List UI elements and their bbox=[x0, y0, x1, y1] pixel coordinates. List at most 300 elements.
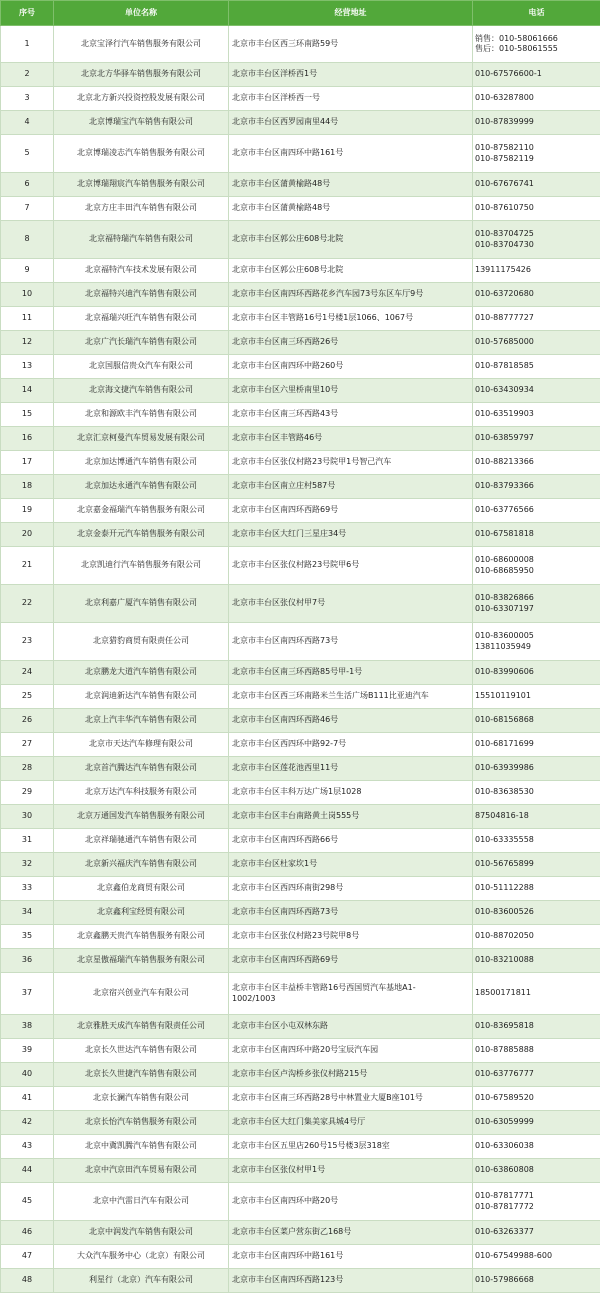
company-name: 北京中汽京田汽车贸易有限公司 bbox=[54, 1159, 229, 1183]
phone-number: 13811035949 bbox=[475, 642, 600, 652]
business-address bbox=[229, 623, 473, 661]
address-line: 北京市丰台区南四环中路260号 bbox=[232, 361, 472, 371]
row-index: 3 bbox=[1, 87, 54, 111]
business-address bbox=[229, 925, 473, 949]
phone-number: 010-83638530 bbox=[475, 787, 600, 797]
phone bbox=[473, 1063, 600, 1087]
table-row bbox=[1, 1015, 600, 1039]
business-address bbox=[229, 1245, 473, 1269]
phone bbox=[473, 1269, 600, 1293]
row-index: 20 bbox=[1, 523, 54, 547]
table-row bbox=[1, 973, 600, 1015]
row-index: 18 bbox=[1, 475, 54, 499]
phone-number: 010-83793366 bbox=[475, 481, 600, 491]
table-header bbox=[1, 1, 600, 26]
business-address bbox=[229, 685, 473, 709]
phone bbox=[473, 197, 600, 221]
company-name: 北京润迪新达汽车销售有限公司 bbox=[54, 685, 229, 709]
business-address bbox=[229, 283, 473, 307]
table-row bbox=[1, 379, 600, 403]
table-row bbox=[1, 1159, 600, 1183]
phone-number: 010-68156868 bbox=[475, 715, 600, 725]
address-line: 北京市丰台区大红门集美家具城4号厅 bbox=[232, 1117, 472, 1127]
phone bbox=[473, 63, 600, 87]
company-name: 利星行（北京）汽车有限公司 bbox=[54, 1269, 229, 1293]
phone bbox=[473, 26, 600, 63]
phone bbox=[473, 685, 600, 709]
company-name: 北京和源欧丰汽车销售有限公司 bbox=[54, 403, 229, 427]
table-body bbox=[1, 26, 600, 1293]
address-line: 北京市丰台区蒲黄榆路48号 bbox=[232, 203, 472, 213]
table-row bbox=[1, 197, 600, 221]
business-address bbox=[229, 197, 473, 221]
table-row bbox=[1, 949, 600, 973]
address-line: 北京市丰台区六里桥南里10号 bbox=[232, 385, 472, 395]
business-address bbox=[229, 135, 473, 173]
company-name: 北京中汽雷日汽车有限公司 bbox=[54, 1183, 229, 1221]
business-address bbox=[229, 585, 473, 623]
address-line: 北京市丰台区莲花池西里11号 bbox=[232, 763, 472, 773]
phone bbox=[473, 1087, 600, 1111]
company-name: 北京金泰开元汽车销售服务有限公司 bbox=[54, 523, 229, 547]
business-address bbox=[229, 709, 473, 733]
phone bbox=[473, 173, 600, 197]
phone-number: 010-63776566 bbox=[475, 505, 600, 515]
company-name: 北京海文捷汽车销售有限公司 bbox=[54, 379, 229, 403]
row-index: 7 bbox=[1, 197, 54, 221]
table-row bbox=[1, 403, 600, 427]
table-row bbox=[1, 901, 600, 925]
business-address bbox=[229, 1039, 473, 1063]
address-line: 北京市丰台区南四环中路161号 bbox=[232, 148, 472, 158]
company-name: 北京博瑞凌志汽车销售服务有限公司 bbox=[54, 135, 229, 173]
address-line: 北京市丰台区张仪村路23号院甲8号 bbox=[232, 931, 472, 941]
business-address bbox=[229, 87, 473, 111]
business-address bbox=[229, 853, 473, 877]
business-address bbox=[229, 1087, 473, 1111]
address-line: 北京市丰台区张仪村路23号院甲6号 bbox=[232, 560, 472, 570]
company-name: 北京福特瑞汽车销售有限公司 bbox=[54, 221, 229, 259]
phone-number: 010-63306038 bbox=[475, 1141, 600, 1151]
table-row bbox=[1, 259, 600, 283]
company-name: 北京方庄丰田汽车销售有限公司 bbox=[54, 197, 229, 221]
company-name: 北京博瑞翔宸汽车销售服务有限公司 bbox=[54, 173, 229, 197]
business-address bbox=[229, 307, 473, 331]
phone-number: 010-87582119 bbox=[475, 154, 600, 164]
row-index: 23 bbox=[1, 623, 54, 661]
business-address bbox=[229, 805, 473, 829]
address-line: 北京市丰台区南四环中路161号 bbox=[232, 1251, 472, 1261]
company-name: 北京福特兴迪汽车销售有限公司 bbox=[54, 283, 229, 307]
row-index: 34 bbox=[1, 901, 54, 925]
business-address bbox=[229, 259, 473, 283]
company-name: 北京鑫鹏天贵汽车销售服务有限公司 bbox=[54, 925, 229, 949]
phone bbox=[473, 87, 600, 111]
phone bbox=[473, 949, 600, 973]
row-index: 24 bbox=[1, 661, 54, 685]
company-name: 北京加达博通汽车销售有限公司 bbox=[54, 451, 229, 475]
row-index: 4 bbox=[1, 111, 54, 135]
row-index: 15 bbox=[1, 403, 54, 427]
company-name: 北京宝泽行汽车销售服务有限公司 bbox=[54, 26, 229, 63]
phone bbox=[473, 499, 600, 523]
phone bbox=[473, 623, 600, 661]
table-row bbox=[1, 307, 600, 331]
address-line: 北京市丰台区南立庄村587号 bbox=[232, 481, 472, 491]
phone bbox=[473, 547, 600, 585]
company-name: 北京广汽长瑞汽车销售有限公司 bbox=[54, 331, 229, 355]
address-line: 北京市丰台区张仪村甲7号 bbox=[232, 598, 472, 608]
row-index: 30 bbox=[1, 805, 54, 829]
company-name: 北京长澜汽车销售有限公司 bbox=[54, 1087, 229, 1111]
address-line: 北京市丰台区南四环西路73号 bbox=[232, 636, 472, 646]
row-index: 42 bbox=[1, 1111, 54, 1135]
phone-number: 010-88777727 bbox=[475, 313, 600, 323]
address-line: 北京市丰台区卢沟桥乡张仪村路215号 bbox=[232, 1069, 472, 1079]
row-index: 11 bbox=[1, 307, 54, 331]
table-row bbox=[1, 661, 600, 685]
business-address bbox=[229, 901, 473, 925]
business-address bbox=[229, 1159, 473, 1183]
business-address bbox=[229, 781, 473, 805]
address-line: 北京市丰台区菜户营东街乙168号 bbox=[232, 1227, 472, 1237]
company-name: 北京市天达汽车修理有限公司 bbox=[54, 733, 229, 757]
address-line: 北京市丰台区南四环中路20号宝辰汽车园 bbox=[232, 1045, 472, 1055]
phone-number: 010-57986668 bbox=[475, 1275, 600, 1285]
company-name: 北京国服信贵众汽车有限公司 bbox=[54, 355, 229, 379]
row-index: 10 bbox=[1, 283, 54, 307]
business-address bbox=[229, 733, 473, 757]
company-name: 北京星傲福瑞汽车销售服务有限公司 bbox=[54, 949, 229, 973]
row-index: 22 bbox=[1, 585, 54, 623]
table-row bbox=[1, 685, 600, 709]
phone bbox=[473, 1159, 600, 1183]
phone-number: 010-67549988-600 bbox=[475, 1251, 600, 1261]
phone-number: 010-63307197 bbox=[475, 604, 600, 614]
table-row bbox=[1, 499, 600, 523]
phone-number: 010-83704725 bbox=[475, 229, 600, 239]
row-index: 6 bbox=[1, 173, 54, 197]
phone bbox=[473, 403, 600, 427]
row-index: 26 bbox=[1, 709, 54, 733]
table-row bbox=[1, 523, 600, 547]
table-row bbox=[1, 1183, 600, 1221]
business-address bbox=[229, 1221, 473, 1245]
address-line: 北京市丰台区丰科万达广场1层1028 bbox=[232, 787, 472, 797]
company-name: 北京北方华驿车销售服务有限公司 bbox=[54, 63, 229, 87]
phone-number: 010-63287800 bbox=[475, 93, 600, 103]
row-index: 27 bbox=[1, 733, 54, 757]
phone bbox=[473, 781, 600, 805]
company-name: 北京万通国发汽车销售服务有限公司 bbox=[54, 805, 229, 829]
phone-number: 010-63430934 bbox=[475, 385, 600, 395]
company-name: 大众汽车服务中心（北京）有限公司 bbox=[54, 1245, 229, 1269]
table-row bbox=[1, 853, 600, 877]
address-line: 北京市丰台区蒲黄榆路48号 bbox=[232, 179, 472, 189]
business-address bbox=[229, 221, 473, 259]
business-address bbox=[229, 427, 473, 451]
phone bbox=[473, 221, 600, 259]
company-name: 北京中润发汽车销售有限公司 bbox=[54, 1221, 229, 1245]
address-line: 北京市丰台区张仪村甲1号 bbox=[232, 1165, 472, 1175]
row-index: 12 bbox=[1, 331, 54, 355]
phone-number: 010-67589520 bbox=[475, 1093, 600, 1103]
business-address bbox=[229, 1063, 473, 1087]
address-line: 北京市丰台区西四环南街298号 bbox=[232, 883, 472, 893]
address-line: 北京市丰台区郭公庄608号北院 bbox=[232, 265, 472, 275]
row-index: 17 bbox=[1, 451, 54, 475]
row-index: 44 bbox=[1, 1159, 54, 1183]
business-address bbox=[229, 403, 473, 427]
phone bbox=[473, 661, 600, 685]
phone-number: 010-87582110 bbox=[475, 143, 600, 153]
company-name: 北京首汽腾达汽车销售有限公司 bbox=[54, 757, 229, 781]
row-index: 47 bbox=[1, 1245, 54, 1269]
phone-number: 010-83826866 bbox=[475, 593, 600, 603]
phone-number: 010-67676741 bbox=[475, 179, 600, 189]
address-line: 北京市丰台区杜家坎1号 bbox=[232, 859, 472, 869]
table-row bbox=[1, 829, 600, 853]
row-index: 16 bbox=[1, 427, 54, 451]
phone-number: 010-83990606 bbox=[475, 667, 600, 677]
business-address bbox=[229, 547, 473, 585]
address-line: 北京市丰台区洋桥西1号 bbox=[232, 69, 472, 79]
address-line: 北京市丰台区南四环西路46号 bbox=[232, 715, 472, 725]
address-line: 北京市丰台区丰益桥丰管路16号西国贸汽车基地A1- bbox=[232, 983, 472, 993]
row-index: 48 bbox=[1, 1269, 54, 1293]
table-row bbox=[1, 1221, 600, 1245]
address-line: 北京市丰台区南四环西路69号 bbox=[232, 505, 472, 515]
phone-number: 010-56765899 bbox=[475, 859, 600, 869]
phone-number: 010-63776777 bbox=[475, 1069, 600, 1079]
phone-number: 010-83210088 bbox=[475, 955, 600, 965]
table-row bbox=[1, 26, 600, 63]
phone-number: 010-83704730 bbox=[475, 240, 600, 250]
phone bbox=[473, 829, 600, 853]
phone bbox=[473, 135, 600, 173]
business-address bbox=[229, 63, 473, 87]
header-business-address: 经营地址 bbox=[229, 1, 473, 26]
company-name: 北京汇京柯曼汽车贸易发展有限公司 bbox=[54, 427, 229, 451]
address-line: 北京市丰台区丰管路46号 bbox=[232, 433, 472, 443]
row-index: 25 bbox=[1, 685, 54, 709]
header-company-name: 单位名称 bbox=[54, 1, 229, 26]
phone bbox=[473, 585, 600, 623]
address-line: 北京市丰台区南四环西路69号 bbox=[232, 955, 472, 965]
row-index: 28 bbox=[1, 757, 54, 781]
company-name: 北京上汽丰华汽车销售有限公司 bbox=[54, 709, 229, 733]
phone-number: 010-51112288 bbox=[475, 883, 600, 893]
table-row bbox=[1, 1087, 600, 1111]
phone-number: 010-88702050 bbox=[475, 931, 600, 941]
business-address bbox=[229, 451, 473, 475]
row-index: 43 bbox=[1, 1135, 54, 1159]
phone-number: 010-67576600-1 bbox=[475, 69, 600, 79]
phone-number: 18500171811 bbox=[475, 988, 600, 998]
address-line: 1002/1003 bbox=[232, 994, 472, 1004]
phone-number: 010-83695818 bbox=[475, 1021, 600, 1031]
company-name: 北京利嘉广厦汽车销售有限公司 bbox=[54, 585, 229, 623]
company-name: 北京鑫伯龙商贸有限公司 bbox=[54, 877, 229, 901]
phone-number: 010-87885888 bbox=[475, 1045, 600, 1055]
row-index: 21 bbox=[1, 547, 54, 585]
phone-number: 010-63860808 bbox=[475, 1165, 600, 1175]
row-index: 19 bbox=[1, 499, 54, 523]
company-name: 北京长久世捷汽车销售有限公司 bbox=[54, 1063, 229, 1087]
phone-number: 010-63939986 bbox=[475, 763, 600, 773]
row-index: 14 bbox=[1, 379, 54, 403]
company-name: 北京长怡汽车销售服务有限公司 bbox=[54, 1111, 229, 1135]
row-index: 33 bbox=[1, 877, 54, 901]
phone-number: 010-83600005 bbox=[475, 631, 600, 641]
business-address bbox=[229, 1269, 473, 1293]
business-address bbox=[229, 475, 473, 499]
business-address bbox=[229, 379, 473, 403]
phone bbox=[473, 853, 600, 877]
address-line: 北京市丰台区五里店260号15号楼3层318室 bbox=[232, 1141, 472, 1151]
phone bbox=[473, 475, 600, 499]
company-name: 北京猎豹商贸有限责任公司 bbox=[54, 623, 229, 661]
header-phone: 电话 bbox=[473, 1, 600, 26]
company-name: 北京嘉金福瑞汽车销售服务有限公司 bbox=[54, 499, 229, 523]
phone-number: 010-68685950 bbox=[475, 566, 600, 576]
address-line: 北京市丰台区西三环南路59号 bbox=[232, 39, 472, 49]
phone bbox=[473, 1015, 600, 1039]
phone bbox=[473, 1135, 600, 1159]
table-row bbox=[1, 877, 600, 901]
row-index: 36 bbox=[1, 949, 54, 973]
phone-number: 010-87817771 bbox=[475, 1191, 600, 1201]
table-row bbox=[1, 1063, 600, 1087]
table-row bbox=[1, 733, 600, 757]
phone bbox=[473, 805, 600, 829]
phone-number: 销售：010-58061666 bbox=[475, 34, 600, 44]
company-name: 北京雅胜天成汽车销售有限责任公司 bbox=[54, 1015, 229, 1039]
row-index: 39 bbox=[1, 1039, 54, 1063]
phone-number: 010-63335558 bbox=[475, 835, 600, 845]
address-line: 北京市丰台区南四环中路20号 bbox=[232, 1196, 472, 1206]
phone-number: 010-68171699 bbox=[475, 739, 600, 749]
address-line: 北京市丰台区南三环西路28号中林置业大厦B座101号 bbox=[232, 1093, 472, 1103]
row-index: 41 bbox=[1, 1087, 54, 1111]
phone-number: 010-83600526 bbox=[475, 907, 600, 917]
address-line: 北京市丰台区南三环西路26号 bbox=[232, 337, 472, 347]
row-index: 29 bbox=[1, 781, 54, 805]
phone-number: 010-63720680 bbox=[475, 289, 600, 299]
address-line: 北京市丰台区丰管路16号1号楼1层1066、1067号 bbox=[232, 313, 472, 323]
phone bbox=[473, 355, 600, 379]
business-address bbox=[229, 661, 473, 685]
table-row bbox=[1, 173, 600, 197]
phone-number: 010-63859797 bbox=[475, 433, 600, 443]
phone bbox=[473, 925, 600, 949]
row-index: 37 bbox=[1, 973, 54, 1015]
table-row bbox=[1, 925, 600, 949]
address-line: 北京市丰台区南三环西路43号 bbox=[232, 409, 472, 419]
business-address bbox=[229, 26, 473, 63]
row-index: 45 bbox=[1, 1183, 54, 1221]
address-line: 北京市丰台区西三环南路米兰生活广场B111比亚迪汽车 bbox=[232, 691, 472, 701]
phone-number: 010-88213366 bbox=[475, 457, 600, 467]
business-address bbox=[229, 1135, 473, 1159]
phone-number: 010-87817772 bbox=[475, 1202, 600, 1212]
row-index: 32 bbox=[1, 853, 54, 877]
table-row bbox=[1, 87, 600, 111]
company-name: 北京博瑞宝汽车销售有限公司 bbox=[54, 111, 229, 135]
business-address bbox=[229, 111, 473, 135]
address-line: 北京市丰台区南四环西路73号 bbox=[232, 907, 472, 917]
phone bbox=[473, 451, 600, 475]
table-row bbox=[1, 1111, 600, 1135]
row-index: 2 bbox=[1, 63, 54, 87]
table-row bbox=[1, 111, 600, 135]
address-line: 北京市丰台区大红门三星庄34号 bbox=[232, 529, 472, 539]
row-index: 1 bbox=[1, 26, 54, 63]
business-address bbox=[229, 1111, 473, 1135]
phone-number: 010-63263377 bbox=[475, 1227, 600, 1237]
table-row bbox=[1, 1135, 600, 1159]
phone bbox=[473, 379, 600, 403]
phone bbox=[473, 283, 600, 307]
phone bbox=[473, 523, 600, 547]
address-line: 北京市丰台区丰台南路黄土岗555号 bbox=[232, 811, 472, 821]
company-name: 北京中冀凯腾汽车销售有限公司 bbox=[54, 1135, 229, 1159]
phone bbox=[473, 973, 600, 1015]
company-name: 北京加达永通汽车销售有限公司 bbox=[54, 475, 229, 499]
table-row bbox=[1, 757, 600, 781]
phone-number: 010-87610750 bbox=[475, 203, 600, 213]
phone-number: 010-57685000 bbox=[475, 337, 600, 347]
phone bbox=[473, 259, 600, 283]
phone bbox=[473, 733, 600, 757]
phone bbox=[473, 111, 600, 135]
company-name: 北京福特汽车技术发展有限公司 bbox=[54, 259, 229, 283]
phone bbox=[473, 877, 600, 901]
phone bbox=[473, 901, 600, 925]
business-address bbox=[229, 949, 473, 973]
address-line: 北京市丰台区小屯双林东路 bbox=[232, 1021, 472, 1031]
address-line: 北京市丰台区张仪村路23号院甲1号智己汽车 bbox=[232, 457, 472, 467]
phone bbox=[473, 709, 600, 733]
table-row bbox=[1, 1245, 600, 1269]
phone bbox=[473, 331, 600, 355]
table-row bbox=[1, 547, 600, 585]
table-row bbox=[1, 283, 600, 307]
phone-number: 010-87839999 bbox=[475, 117, 600, 127]
table-row bbox=[1, 1269, 600, 1293]
address-line: 北京市丰台区南四环西路花乡汽车园73号东区车厅9号 bbox=[232, 289, 472, 299]
phone-number: 15510119101 bbox=[475, 691, 600, 701]
table-row bbox=[1, 135, 600, 173]
phone bbox=[473, 757, 600, 781]
phone-number: 010-68600008 bbox=[475, 555, 600, 565]
business-address bbox=[229, 1015, 473, 1039]
table-row bbox=[1, 805, 600, 829]
table-row bbox=[1, 63, 600, 87]
address-line: 北京市丰台区南三环西路85号甲-1号 bbox=[232, 667, 472, 677]
business-address bbox=[229, 355, 473, 379]
business-address bbox=[229, 877, 473, 901]
phone-number: 87504816-18 bbox=[475, 811, 600, 821]
phone-number: 010-63519903 bbox=[475, 409, 600, 419]
table-row bbox=[1, 221, 600, 259]
company-name: 北京宿兴创业汽车有限公司 bbox=[54, 973, 229, 1015]
business-address bbox=[229, 331, 473, 355]
phone bbox=[473, 1183, 600, 1221]
table-row bbox=[1, 709, 600, 733]
address-line: 北京市丰台区洋桥西一号 bbox=[232, 93, 472, 103]
business-address bbox=[229, 1183, 473, 1221]
